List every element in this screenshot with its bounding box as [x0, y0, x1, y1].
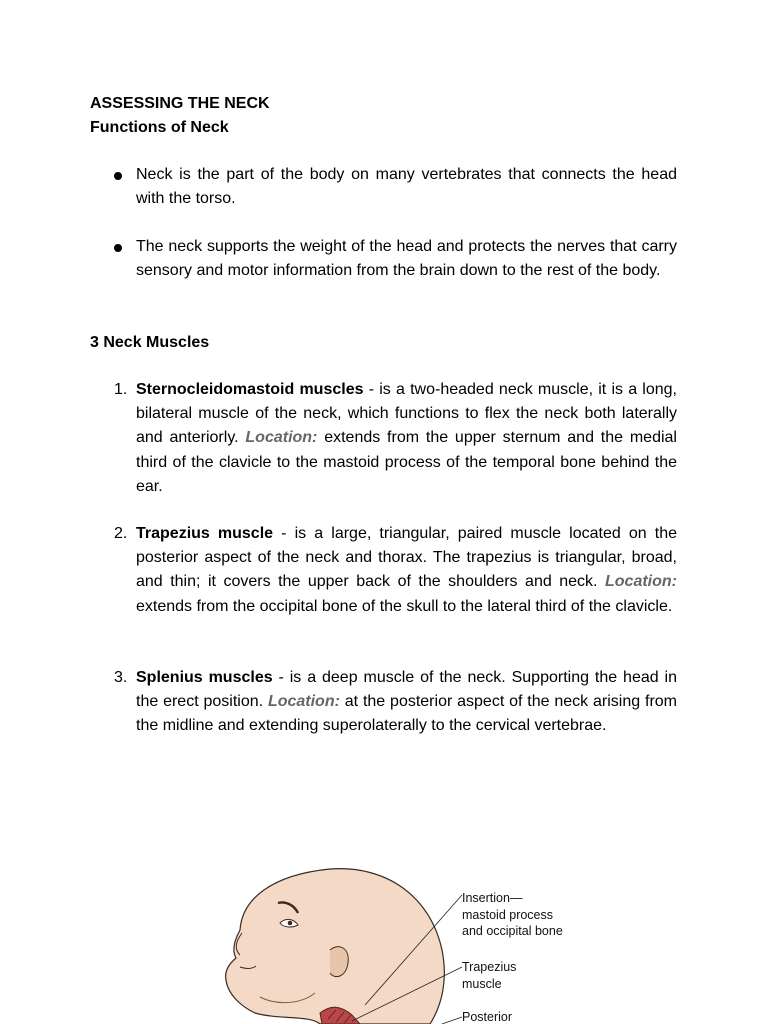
muscle-name: Trapezius muscle: [136, 525, 274, 542]
label-trapezius: Trapezius muscle: [462, 960, 517, 991]
location-text: extends from the occipital bone of the skull to the lateral third of the clavicle.: [136, 597, 673, 615]
location-label: Location:: [245, 429, 318, 447]
section-heading-muscles: 3 Neck Muscles: [90, 334, 210, 351]
label-insertion: Insertion— mastoid process and occipital bone: [462, 891, 563, 938]
muscle-item-splenius: [136, 666, 677, 739]
head-illustration: [180, 855, 600, 1024]
bullet-marker: [114, 172, 122, 180]
muscle-item-trapezius: [136, 522, 677, 619]
pupil-shape: [288, 921, 293, 926]
list-marker: 1.: [114, 381, 128, 398]
bullet-marker: [114, 244, 122, 252]
muscle-description: - is a large, triangular, paired muscle located on the posterior aspect of the neck and thorax. The trapezius is triangular, broad, and thin; it covers the upper back of the shoulders and neck.: [136, 525, 678, 591]
location-text: at the posterior aspect of the neck arising from the midline and extending superolaterally to the cervical vertebrae.: [136, 693, 677, 735]
location-text: extends from the upper sternum and the medial third of the clavicle to the mastoid process of the temporal bone behind the ear.: [136, 429, 677, 495]
location-label: Location:: [605, 573, 677, 591]
head-shape: [226, 869, 445, 1024]
bullet-item-1: Neck is the part of the body on many vertebrates that connects the head with the torso.: [136, 166, 677, 208]
document-title: ASSESSING THE NECK: [90, 95, 270, 112]
neck-anatomy-figure: [180, 855, 600, 1024]
section-heading-functions: Functions of Neck: [90, 119, 229, 136]
location-label: Location:: [267, 693, 340, 711]
list-marker: 2.: [114, 525, 128, 542]
muscle-name: Sternocleidomastoid muscles: [136, 381, 364, 398]
muscle-description: - is a deep muscle of the neck. Supporting the head in the erect position.: [136, 669, 677, 711]
label-posterior: Posterior: [462, 1010, 513, 1024]
bullet-item-2: The neck supports the weight of the head and protects the nerves that carry sensory and motor information from the brain down to the rest of the body.: [136, 238, 677, 280]
muscle-description: - is a two-headed neck muscle, it is a long, bilateral muscle of the neck, which functions to flex the neck both laterally and anteriorly.: [136, 381, 678, 447]
muscle-item-sternocleidomastoid: [136, 378, 677, 499]
leader-line-posterior: [442, 1017, 462, 1024]
muscle-name: Splenius muscles: [136, 669, 273, 686]
list-marker: 3.: [114, 669, 128, 686]
